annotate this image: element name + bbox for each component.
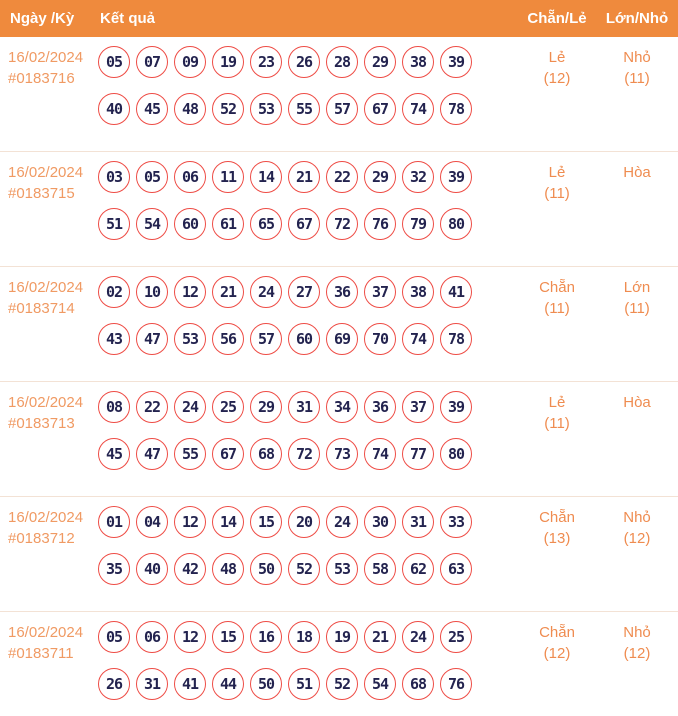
big-small-count: (11) bbox=[624, 300, 650, 317]
number-ball: 01 bbox=[98, 506, 130, 538]
number-ball: 34 bbox=[326, 391, 358, 423]
date-period-cell bbox=[0, 612, 98, 715]
even-odd-cell bbox=[517, 497, 597, 611]
number-ball: 31 bbox=[288, 391, 320, 423]
numbers-cell bbox=[98, 382, 483, 496]
header-result: Kết quả bbox=[100, 10, 156, 27]
even-odd-cell bbox=[517, 382, 597, 496]
big-small-cell bbox=[597, 37, 677, 151]
number-ball: 22 bbox=[326, 161, 358, 193]
date-period-cell bbox=[0, 382, 98, 496]
number-ball: 26 bbox=[288, 46, 320, 78]
number-ball: 06 bbox=[136, 621, 168, 653]
numbers-line-2 bbox=[98, 438, 483, 470]
number-ball: 37 bbox=[402, 391, 434, 423]
number-ball: 56 bbox=[212, 323, 244, 355]
number-ball: 70 bbox=[364, 323, 396, 355]
number-ball: 74 bbox=[364, 438, 396, 470]
number-ball: 52 bbox=[326, 668, 358, 700]
number-ball: 36 bbox=[364, 391, 396, 423]
big-small-label: Hòa bbox=[623, 394, 651, 411]
number-ball: 33 bbox=[440, 506, 472, 538]
number-ball: 40 bbox=[98, 93, 130, 125]
big-small-count: (12) bbox=[623, 530, 651, 547]
big-small-cell bbox=[597, 497, 677, 611]
number-ball: 10 bbox=[136, 276, 168, 308]
number-ball: 39 bbox=[440, 391, 472, 423]
number-ball: 24 bbox=[402, 621, 434, 653]
numbers-cell bbox=[98, 37, 483, 151]
number-ball: 79 bbox=[402, 208, 434, 240]
big-small-label: Nhỏ bbox=[623, 509, 651, 526]
numbers-line-1 bbox=[98, 161, 483, 193]
draw-period: #0183712 bbox=[8, 530, 75, 547]
number-ball: 76 bbox=[364, 208, 396, 240]
number-ball: 36 bbox=[326, 276, 358, 308]
number-ball: 43 bbox=[98, 323, 130, 355]
number-ball: 05 bbox=[98, 46, 130, 78]
number-ball: 22 bbox=[136, 391, 168, 423]
draw-date: 16/02/2024 bbox=[8, 394, 84, 411]
numbers-cell bbox=[98, 267, 483, 381]
date-period-cell bbox=[0, 497, 98, 611]
numbers-line-2 bbox=[98, 553, 483, 585]
number-ball: 54 bbox=[364, 668, 396, 700]
number-ball: 11 bbox=[212, 161, 244, 193]
number-ball: 68 bbox=[402, 668, 434, 700]
table-header bbox=[0, 0, 678, 37]
numbers-line-2 bbox=[98, 208, 483, 240]
number-ball: 16 bbox=[250, 621, 282, 653]
number-ball: 32 bbox=[402, 161, 434, 193]
number-ball: 69 bbox=[326, 323, 358, 355]
number-ball: 80 bbox=[440, 438, 472, 470]
header-date-period: Ngày /Kỳ bbox=[10, 10, 75, 27]
even-odd-count: (12) bbox=[543, 70, 571, 87]
even-odd-label: Lẻ bbox=[548, 394, 566, 411]
number-ball: 67 bbox=[288, 208, 320, 240]
numbers-line-2 bbox=[98, 668, 483, 700]
number-ball: 05 bbox=[98, 621, 130, 653]
number-ball: 02 bbox=[98, 276, 130, 308]
number-ball: 25 bbox=[212, 391, 244, 423]
number-ball: 50 bbox=[250, 553, 282, 585]
even-odd-count: (11) bbox=[544, 185, 570, 202]
number-ball: 39 bbox=[440, 46, 472, 78]
even-odd-cell bbox=[517, 612, 597, 715]
even-odd-count: (11) bbox=[544, 415, 570, 432]
number-ball: 58 bbox=[364, 553, 396, 585]
numbers-cell bbox=[98, 612, 483, 715]
number-ball: 78 bbox=[440, 93, 472, 125]
even-odd-count: (11) bbox=[544, 300, 570, 317]
number-ball: 18 bbox=[288, 621, 320, 653]
number-ball: 73 bbox=[326, 438, 358, 470]
numbers-line-1 bbox=[98, 621, 483, 653]
draw-date: 16/02/2024 bbox=[8, 279, 84, 296]
numbers-line-2 bbox=[98, 323, 483, 355]
result-row bbox=[0, 267, 678, 382]
number-ball: 29 bbox=[364, 161, 396, 193]
number-ball: 72 bbox=[288, 438, 320, 470]
number-ball: 31 bbox=[136, 668, 168, 700]
draw-period: #0183711 bbox=[8, 645, 74, 662]
big-small-label: Hòa bbox=[623, 164, 651, 181]
header-even-odd: Chẵn/Lẻ bbox=[527, 10, 587, 27]
number-ball: 24 bbox=[326, 506, 358, 538]
draw-date: 16/02/2024 bbox=[8, 624, 84, 641]
number-ball: 26 bbox=[98, 668, 130, 700]
number-ball: 60 bbox=[174, 208, 206, 240]
number-ball: 45 bbox=[136, 93, 168, 125]
number-ball: 42 bbox=[174, 553, 206, 585]
number-ball: 53 bbox=[250, 93, 282, 125]
number-ball: 14 bbox=[250, 161, 282, 193]
numbers-cell bbox=[98, 497, 483, 611]
numbers-line-1 bbox=[98, 391, 483, 423]
number-ball: 53 bbox=[326, 553, 358, 585]
number-ball: 47 bbox=[136, 438, 168, 470]
numbers-cell bbox=[98, 152, 483, 266]
number-ball: 21 bbox=[212, 276, 244, 308]
numbers-line-1 bbox=[98, 276, 483, 308]
number-ball: 21 bbox=[288, 161, 320, 193]
number-ball: 29 bbox=[364, 46, 396, 78]
big-small-cell bbox=[597, 267, 677, 381]
draw-date: 16/02/2024 bbox=[8, 164, 84, 181]
number-ball: 25 bbox=[440, 621, 472, 653]
big-small-label: Nhỏ bbox=[623, 624, 651, 641]
number-ball: 63 bbox=[440, 553, 472, 585]
number-ball: 21 bbox=[364, 621, 396, 653]
number-ball: 57 bbox=[326, 93, 358, 125]
number-ball: 52 bbox=[212, 93, 244, 125]
big-small-count: (11) bbox=[624, 70, 650, 87]
number-ball: 15 bbox=[212, 621, 244, 653]
even-odd-count: (13) bbox=[543, 530, 571, 547]
numbers-line-1 bbox=[98, 506, 483, 538]
date-period-cell bbox=[0, 37, 98, 151]
number-ball: 74 bbox=[402, 93, 434, 125]
number-ball: 48 bbox=[174, 93, 206, 125]
number-ball: 67 bbox=[212, 438, 244, 470]
number-ball: 37 bbox=[364, 276, 396, 308]
draw-date: 16/02/2024 bbox=[8, 509, 84, 526]
number-ball: 41 bbox=[174, 668, 206, 700]
even-odd-count: (12) bbox=[543, 645, 571, 662]
number-ball: 39 bbox=[440, 161, 472, 193]
number-ball: 19 bbox=[326, 621, 358, 653]
number-ball: 44 bbox=[212, 668, 244, 700]
header-big-small: Lớn/Nhỏ bbox=[605, 10, 669, 27]
number-ball: 30 bbox=[364, 506, 396, 538]
number-ball: 29 bbox=[250, 391, 282, 423]
big-small-label: Nhỏ bbox=[623, 49, 651, 66]
numbers-line-1 bbox=[98, 46, 483, 78]
number-ball: 72 bbox=[326, 208, 358, 240]
even-odd-cell bbox=[517, 267, 597, 381]
number-ball: 62 bbox=[402, 553, 434, 585]
even-odd-label: Chẵn bbox=[539, 509, 575, 526]
big-small-cell bbox=[597, 612, 677, 715]
number-ball: 24 bbox=[250, 276, 282, 308]
number-ball: 67 bbox=[364, 93, 396, 125]
number-ball: 80 bbox=[440, 208, 472, 240]
number-ball: 27 bbox=[288, 276, 320, 308]
number-ball: 31 bbox=[402, 506, 434, 538]
number-ball: 55 bbox=[174, 438, 206, 470]
even-odd-label: Lẻ bbox=[548, 164, 566, 181]
big-small-label: Lớn bbox=[623, 279, 651, 296]
number-ball: 65 bbox=[250, 208, 282, 240]
date-period-cell bbox=[0, 267, 98, 381]
number-ball: 68 bbox=[250, 438, 282, 470]
number-ball: 38 bbox=[402, 46, 434, 78]
number-ball: 28 bbox=[326, 46, 358, 78]
number-ball: 12 bbox=[174, 506, 206, 538]
number-ball: 60 bbox=[288, 323, 320, 355]
number-ball: 09 bbox=[174, 46, 206, 78]
results-body bbox=[0, 37, 678, 715]
number-ball: 12 bbox=[174, 276, 206, 308]
number-ball: 45 bbox=[98, 438, 130, 470]
number-ball: 14 bbox=[212, 506, 244, 538]
number-ball: 40 bbox=[136, 553, 168, 585]
number-ball: 23 bbox=[250, 46, 282, 78]
number-ball: 53 bbox=[174, 323, 206, 355]
draw-period: #0183714 bbox=[8, 300, 75, 317]
draw-date: 16/02/2024 bbox=[8, 49, 84, 66]
number-ball: 12 bbox=[174, 621, 206, 653]
result-row bbox=[0, 152, 678, 267]
number-ball: 76 bbox=[440, 668, 472, 700]
draw-period: #0183715 bbox=[8, 185, 75, 202]
even-odd-label: Chẵn bbox=[539, 279, 575, 296]
even-odd-label: Lẻ bbox=[548, 49, 566, 66]
number-ball: 15 bbox=[250, 506, 282, 538]
number-ball: 06 bbox=[174, 161, 206, 193]
number-ball: 51 bbox=[98, 208, 130, 240]
number-ball: 08 bbox=[98, 391, 130, 423]
number-ball: 52 bbox=[288, 553, 320, 585]
number-ball: 57 bbox=[250, 323, 282, 355]
big-small-cell bbox=[597, 152, 677, 266]
result-row bbox=[0, 497, 678, 612]
number-ball: 74 bbox=[402, 323, 434, 355]
number-ball: 50 bbox=[250, 668, 282, 700]
number-ball: 41 bbox=[440, 276, 472, 308]
numbers-line-2 bbox=[98, 93, 483, 125]
even-odd-cell bbox=[517, 37, 597, 151]
number-ball: 77 bbox=[402, 438, 434, 470]
big-small-count: (12) bbox=[623, 645, 651, 662]
result-row bbox=[0, 612, 678, 715]
even-odd-label: Chẵn bbox=[539, 624, 575, 641]
number-ball: 07 bbox=[136, 46, 168, 78]
result-row bbox=[0, 382, 678, 497]
number-ball: 78 bbox=[440, 323, 472, 355]
number-ball: 20 bbox=[288, 506, 320, 538]
number-ball: 24 bbox=[174, 391, 206, 423]
number-ball: 19 bbox=[212, 46, 244, 78]
draw-period: #0183716 bbox=[8, 70, 75, 87]
number-ball: 35 bbox=[98, 553, 130, 585]
number-ball: 61 bbox=[212, 208, 244, 240]
number-ball: 47 bbox=[136, 323, 168, 355]
number-ball: 51 bbox=[288, 668, 320, 700]
number-ball: 05 bbox=[136, 161, 168, 193]
number-ball: 03 bbox=[98, 161, 130, 193]
number-ball: 38 bbox=[402, 276, 434, 308]
big-small-cell bbox=[597, 382, 677, 496]
number-ball: 54 bbox=[136, 208, 168, 240]
number-ball: 48 bbox=[212, 553, 244, 585]
date-period-cell bbox=[0, 152, 98, 266]
result-row bbox=[0, 37, 678, 152]
number-ball: 55 bbox=[288, 93, 320, 125]
even-odd-cell bbox=[517, 152, 597, 266]
draw-period: #0183713 bbox=[8, 415, 75, 432]
number-ball: 04 bbox=[136, 506, 168, 538]
